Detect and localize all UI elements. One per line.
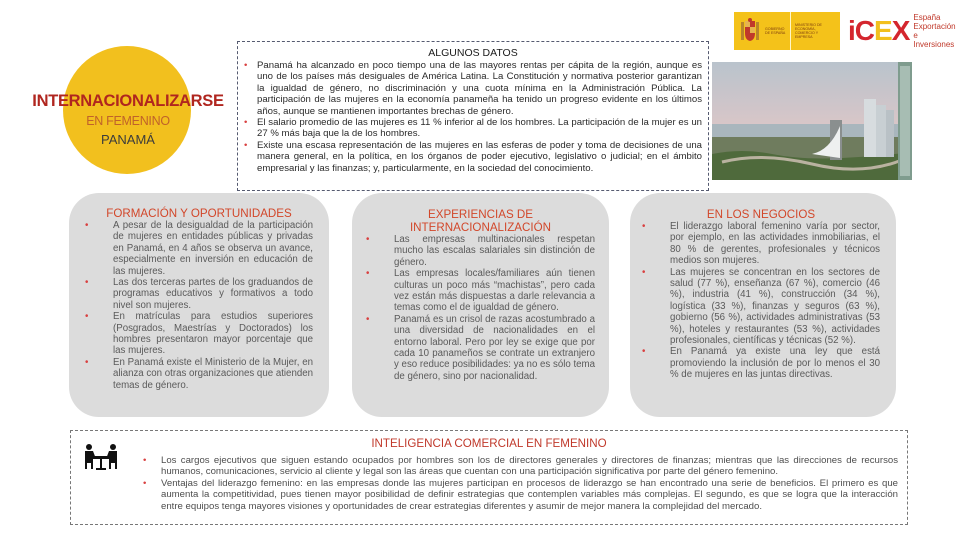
- icex-word-e: E: [874, 15, 892, 46]
- inteligencia-comercial-box: [70, 430, 908, 525]
- bullet-icon: •: [642, 266, 646, 278]
- icex-word-a: iC: [848, 15, 874, 46]
- gobierno-espana-logo: [734, 12, 840, 50]
- list-item-text: Ventajas del liderazgo femenino: en las empresas donde las mujeres participan en procesos de liderazgo se han encontrado una serie de beneficios. El primero es que aumenta la competitividad, pues tienen mayor posibilidad de definir estrategias que contemplen variables más complejas. El segundo, es que se logra que la interacción entre equipos tenga mayores visiones y oportunidades de crear estrategias diferentes y asumir de mejor manera la complejidad del mercado.: [161, 477, 898, 512]
- list-item: [143, 455, 898, 478]
- gov-text-2: MINISTERIO DE ECONOMÍA, COMERCIO Y EMPRESA: [795, 23, 822, 39]
- datos-item: [244, 117, 702, 140]
- bullet-icon: •: [244, 139, 248, 151]
- datos-item-text: El salario promedio de las mujeres es 11 % inferior al de los hombres. La participación de la mujer es un 27 % más baja que la de los hombres.: [257, 117, 702, 140]
- brand-title: INTERNACIONALIZARSE: [32, 92, 224, 110]
- list-item-text: En Panamá ya existe una ley que está promoviendo la inclusión de por lo menos el 30 % de mujeres en las juntas directivas.: [670, 346, 880, 381]
- list-item-text: Las empresas locales/familiares aún tienen culturas un poco más “machistas”, pero cada vez están más dispuestas a darle relevancia a temas como el de igualdad de género.: [394, 268, 595, 314]
- list-item-text: Los cargos ejecutivos que siguen estando ocupados por hombres son los de directores generales y directores de finanzas; mientras que las direcciones de recursos humanos, comunicaciones, servicio al cliente y legal son las áreas que cuentan con una participación significativa por parte del género femenino.: [161, 455, 898, 478]
- bullet-icon: •: [143, 477, 147, 489]
- card-title: EXPERIENCIAS DE INTERNACIONALIZACIÓN: [409, 208, 552, 234]
- icex-tagline-line: España: [913, 13, 941, 22]
- icex-tagline: [913, 13, 960, 49]
- datos-list: [244, 60, 702, 174]
- bullet-icon: •: [85, 277, 89, 289]
- card-title: FORMACIÓN Y OPORTUNIDADES: [106, 207, 292, 220]
- list-item: [642, 346, 880, 380]
- bullet-icon: •: [642, 346, 646, 358]
- card-formacion: [69, 193, 329, 417]
- skyline-image: [712, 62, 912, 180]
- datos-item: [244, 60, 702, 117]
- card-list: [366, 234, 595, 382]
- list-item: [366, 314, 595, 382]
- bullet-icon: •: [85, 311, 89, 323]
- bullet-icon: •: [85, 220, 89, 231]
- icex-wordmark: [848, 16, 909, 46]
- panama-city-photo: [712, 62, 912, 180]
- card-title: EN LOS NEGOCIOS: [706, 208, 816, 221]
- datos-item-text: Panamá ha alcanzado en poco tiempo una de las mayores rentas per cápita de la región, aunque es uno de los países más desiguales de América Latina. La Constitución y normativa posterior garantizan la igualdad de género, no discriminación y una cuota mínima en la Administración Pública. La participación de las mujeres en la economía panameña ha tenido un progreso evidente en los últimos años, aunque se mantienen importantes brechas de género.: [257, 60, 702, 117]
- list-item-text: En matrículas para estudios superiores (Posgrados, Maestrías y Doctorados) los hombres presentaron mayor porcentaje que las mujeres.: [113, 311, 313, 357]
- list-item: [85, 277, 313, 311]
- icex-word-b: X: [891, 15, 910, 46]
- intel-title: INTELIGENCIA COMERCIAL EN FEMENINO: [371, 437, 607, 450]
- list-item-text: Panamá es un crisol de razas acostumbrado a una diversidad de nacionalidades en el entorno laboral. Pero por ley se exige que por cada 10 panameños se contrate un extranjero y eso reduce posibilidades: ya no es sólo tema de género, sino por nacionalidad.: [394, 313, 595, 382]
- logo-divider: [790, 12, 791, 50]
- list-item: [366, 268, 595, 314]
- list-item: [85, 220, 313, 277]
- bullet-icon: •: [143, 455, 147, 466]
- icex-tagline-line: Exportación: [913, 22, 956, 31]
- list-item-text: Las mujeres se concentran en los sectores de salud (77 %), enseñanza (67 %), comercio (46 %), industria (41 %), construcción (34 %), logística (33 %), finanzas y seguros (63 %), gobierno (56 %), actividades administrativas (53 %), hoteles y restaurantes (53 %), actividades profesionales, científicas y técnicas (52 %).: [670, 266, 880, 347]
- datos-item: [244, 140, 702, 174]
- list-item-text: Las empresas multinacionales respetan mucho las escalas salariales sin distinción de género.: [394, 234, 595, 268]
- bullet-icon: •: [244, 117, 248, 129]
- list-item: [143, 478, 898, 512]
- intel-list: [143, 455, 898, 512]
- algunos-datos-box: [237, 41, 709, 191]
- bullet-icon: •: [642, 221, 646, 232]
- list-item-text: A pesar de la desigualdad de la participación de mujeres en entidades públicas y privadas en Panamá, en 4 años se observa un avance, especialmente en inversión en educación de las mujeres.: [113, 220, 313, 277]
- list-item-text: El liderazgo laboral femenino varía por sector, por ejemplo, en las actividades inmobiliarias, el 80 % de gerentes, profesionales y técnicos medios son mujeres.: [670, 221, 880, 267]
- brand-block: [20, 92, 236, 148]
- bullet-icon: •: [366, 268, 370, 280]
- bullet-icon: •: [366, 234, 370, 245]
- card-list: [85, 220, 313, 391]
- list-item-text: En Panamá existe el Ministerio de la Mujer, en alianza con otras organizaciones que atienden temas de género.: [113, 356, 313, 391]
- list-item: [85, 311, 313, 357]
- card-list: [642, 221, 880, 381]
- list-item: [642, 267, 880, 347]
- icex-logo: [848, 14, 960, 48]
- brand-country: PANAMÁ: [101, 132, 155, 147]
- icex-tagline-line: e Inversiones: [913, 31, 955, 49]
- coat-of-arms-icon: [739, 18, 761, 44]
- card-negocios: [630, 193, 896, 417]
- card-experiencias: [352, 193, 609, 417]
- list-item: [642, 221, 880, 267]
- bullet-icon: •: [244, 60, 248, 71]
- gov-text-1: GOBIERNO DE ESPAÑA: [765, 27, 786, 35]
- list-item: [366, 234, 595, 268]
- list-item: [85, 357, 313, 391]
- datos-title: ALGUNOS DATOS: [428, 47, 518, 59]
- brand-subtitle: EN FEMENINO: [86, 114, 170, 128]
- bullet-icon: •: [85, 356, 89, 368]
- list-item-text: Las dos terceras partes de los graduandos de programas educativos y formativos a todo nivel son mujeres.: [113, 277, 313, 311]
- bullet-icon: •: [366, 313, 370, 325]
- datos-item-text: Existe una escasa representación de las mujeres en las esferas de poder y toma de decisiones de una manera general, en la política, en los órganos de poder ejecutivo, legislativo o judicial; en el ámbito empresarial y las finanzas; y, particularmente, en la sociedad del conocimiento.: [257, 139, 702, 174]
